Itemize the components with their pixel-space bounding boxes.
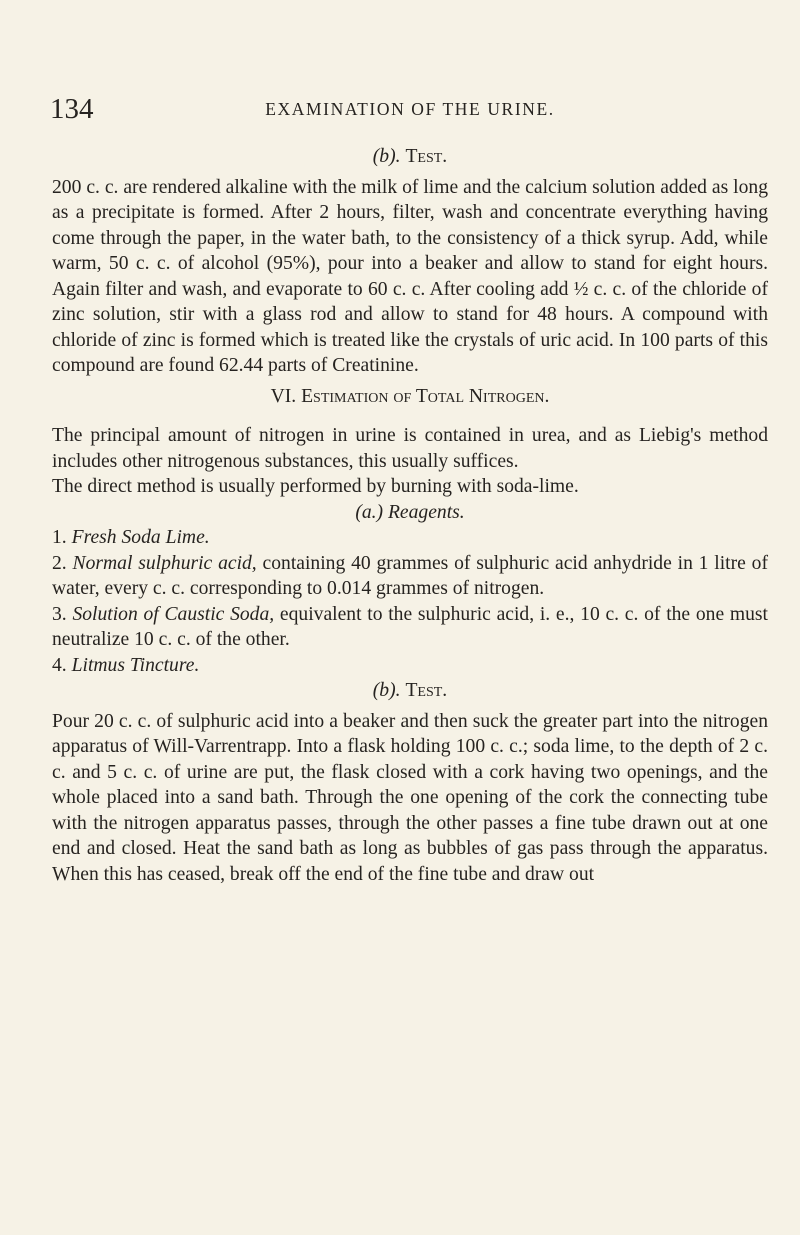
page-number: 134 [50,93,94,125]
reagent-description: containing 40 grammes of sulphuric acid anhydride in 1 litre of water, every c. c. corresponding to 0.014 grammes of nitrogen. [52,552,768,599]
running-title: EXAMINATION OF THE URINE. [265,99,555,119]
section-marker: (b). [372,146,401,167]
section-word: Test. [405,680,448,701]
paragraph-principal-amount: The principal amount of nitrogen in urine is contained in urea, and as Liebig's method includes other nitrogenous substances, this usually suffices. [52,425,768,472]
reagent-name: Solution of Caustic Soda, [72,603,275,625]
section-word: Test. [405,146,448,167]
section-label-test-b [52,144,768,170]
reagents-label-text: (a.) Reagents. [355,501,465,523]
reagent-number: 4. [52,654,67,676]
paragraph-direct-method: The direct method is usually performed by burning with soda-lime. [52,476,579,497]
test-paragraph: Pour 20 c. c. of sulphuric acid into a beaker and then suck the greater part into the nitrogen apparatus of Will-Varrentrapp. Into a flask holding 100 c. c.; soda lime, to the depth of 2 c. c. and 5 c. c. of urine are put, the flask closed with a cork having two openings, and the whole placed into a sand bath. Through the one opening of the cork the connecting tube with the nitrogen apparatus passes, through the other passes a fine tube drawn out at one end and closed. Heat the sand bath as long as bubbles of gas pass through the apparatus. When this has ceased, break off the end of the fine tube and draw out [52,710,768,885]
page-body [52,144,768,887]
reagent-item [52,653,768,679]
reagent-description: equivalent to the sulphuric acid, i. e., 10 c. c. of the one must neutralize 10 c. c. of the other. [52,603,768,650]
reagent-name: Litmus Tincture. [71,654,200,676]
reagent-number: 2. [52,552,67,574]
test-paragraph: 200 c. c. are rendered alkaline with the milk of lime and the calcium solution added as long as a precipitate is formed. After 2 hours, filter, wash and concentrate everything having come through the paper, in the water bath, to the consistency of a thick syrup. Add, while warm, 50 c. c. of alcohol (95%), pour into a beaker and allow to stand for eight hours. Again filter and wash, and evaporate to 60 c. c. After cooling add ½ c. c. of the chloride of zinc solution, stir with a glass rod and allow to stand for 48 hours. A compound with chloride of zinc is formed which is treated like the crystals of uric acid. In 100 parts of this compound are found 62.44 parts of Creatinine. [52,176,768,376]
reagent-item [52,525,768,551]
reagents-label [52,500,768,526]
reagent-name: Normal sulphuric acid, [72,552,257,574]
reagent-number: 3. [52,603,67,625]
section-heading: VI. Estimation of Total Nitrogen. [270,385,550,407]
page-header [50,93,770,133]
reagent-item [52,602,768,653]
reagent-number: 1. [52,527,67,548]
section-label-test-b [52,678,768,704]
section-marker: (b). [372,680,401,701]
reagent-item [52,551,768,602]
reagent-name: Fresh Soda Lime. [71,527,210,548]
